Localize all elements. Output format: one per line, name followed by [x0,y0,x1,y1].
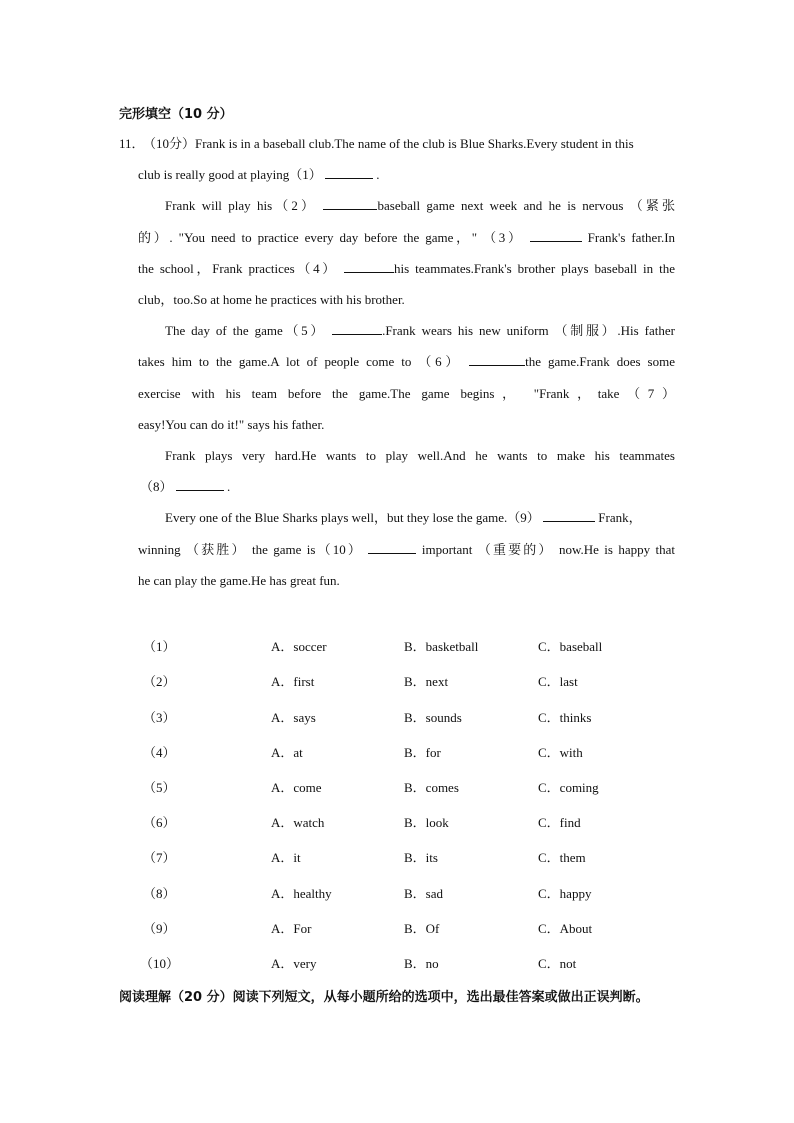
option-a[interactable]: A．it [271,850,301,865]
option-b[interactable]: B．no [404,956,439,971]
passage-line-13 [138,541,675,559]
option-number: （6） [143,815,176,830]
passage-text: Frank will play his（2） [165,198,318,213]
option-a[interactable]: A．very [271,956,317,971]
passage-text: .Frank wears his new uniform （制服）.His father [382,323,675,338]
option-a[interactable]: A．at [271,745,303,760]
option-row [0,742,794,760]
option-row [0,636,794,654]
option-number: （7） [143,850,176,865]
answer-blank-5[interactable] [332,322,382,335]
passage-text: club is really good at playing（1） [138,167,322,182]
answer-blank-1[interactable] [325,166,373,179]
passage-line-5: club，too.So at home he practices with his brother. [138,292,405,307]
passage-line-1 [138,166,380,184]
passage-text: Every one of the Blue Sharks plays well，but they lose the game.（9） [165,510,540,525]
passage-line-9: easy!You can do it!" says his father. [138,417,325,432]
option-b[interactable]: B．basketball [404,639,479,654]
option-a[interactable]: A．first [271,674,315,689]
option-row [0,883,794,901]
option-c[interactable]: C．baseball [538,639,603,654]
passage-text: important （重要的） now.He is happy that [421,542,676,557]
option-a[interactable]: A．says [271,710,316,725]
passage-line-10: Frank plays very hard.He wants to play well.And he wants to make his teammates [165,448,675,463]
passage-text: the school，Frank practices（4） [138,261,338,276]
passage-line-12 [165,509,642,527]
option-row [0,671,794,689]
passage-line-7 [138,353,675,371]
option-b[interactable]: B．comes [404,780,459,795]
option-b[interactable]: B．sounds [404,710,462,725]
option-number: （8） [143,886,176,901]
answer-blank-6[interactable] [469,353,525,366]
option-number: （9） [143,921,176,936]
option-number: （10） [140,956,180,971]
option-c[interactable]: C．last [538,674,578,689]
passage-text: . [376,167,380,182]
section-heading-cloze: 完形填空（10 分） [119,107,233,122]
option-b[interactable]: B．its [404,850,438,865]
passage-text: baseball game next week and he is nervous （紧张 [377,198,675,213]
option-c[interactable]: C．thinks [538,710,592,725]
passage-text: 的）. "You need to practice every day before the game，" （3） [138,230,524,245]
option-c[interactable]: C．find [538,815,581,830]
answer-blank-2[interactable] [323,197,377,210]
section-heading-reading: 阅读理解（20 分）阅读下列短文，从每小题所给的选项中，选出最佳答案或做出正误判断。 [119,990,649,1005]
option-row [0,777,794,795]
option-a[interactable]: A．healthy [271,886,332,901]
option-b[interactable]: B．sad [404,886,444,901]
answer-blank-4[interactable] [344,260,394,273]
answer-blank-8[interactable] [176,478,224,491]
option-b[interactable]: B．next [404,674,449,689]
passage-text: takes him to the game.A lot of people come to （6） [138,354,463,369]
option-row [0,847,794,865]
option-c[interactable]: C．them [538,850,586,865]
option-number: （2） [143,674,176,689]
option-b[interactable]: B．Of [404,921,440,936]
passage-line-11 [140,478,230,496]
passage-text: （8） [140,479,173,494]
passage-text: his teammates.Frank's brother plays baseball in the [393,261,676,276]
option-row [0,812,794,830]
option-a[interactable]: A．come [271,780,322,795]
answer-blank-10[interactable] [368,541,416,554]
option-c[interactable]: C．not [538,956,577,971]
answer-blank-9[interactable] [543,509,595,522]
passage-line-3 [138,229,675,247]
question-intro: （10分）Frank is in a baseball club.The name of the club is Blue Sharks.Every student in this [143,136,634,151]
passage-text: Frank's father.In [587,230,676,245]
option-c[interactable]: C．with [538,745,583,760]
passage-line-14: he can play the game.He has great fun. [138,573,340,588]
passage-line-2 [165,197,675,215]
option-number: （5） [143,780,176,795]
option-c[interactable]: C．happy [538,886,592,901]
option-number: （1） [143,639,176,654]
option-a[interactable]: A．soccer [271,639,327,654]
passage-line-6 [165,322,675,340]
option-number: （3） [143,710,176,725]
option-row [0,953,794,971]
option-c[interactable]: C．About [538,921,593,936]
option-number: （4） [143,745,176,760]
option-b[interactable]: B．look [404,815,449,830]
passage-line-8: exercise with his team before the game.The game begins， "Frank，take（7） [138,386,675,401]
option-b[interactable]: B．for [404,745,441,760]
option-a[interactable]: A．watch [271,815,325,830]
option-a[interactable]: A．For [271,921,312,936]
passage-text: the game.Frank does some [525,354,675,369]
passage-text: Frank， [598,510,642,525]
option-c[interactable]: C．coming [538,780,599,795]
question-number: 11． [119,136,145,151]
passage-text: The day of the game（5） [165,323,327,338]
passage-line-4 [138,260,675,278]
option-row [0,918,794,936]
option-row [0,707,794,725]
answer-blank-3[interactable] [530,229,582,242]
passage-text: . [227,479,231,494]
passage-text: winning （获胜） the game is（10） [138,542,364,557]
